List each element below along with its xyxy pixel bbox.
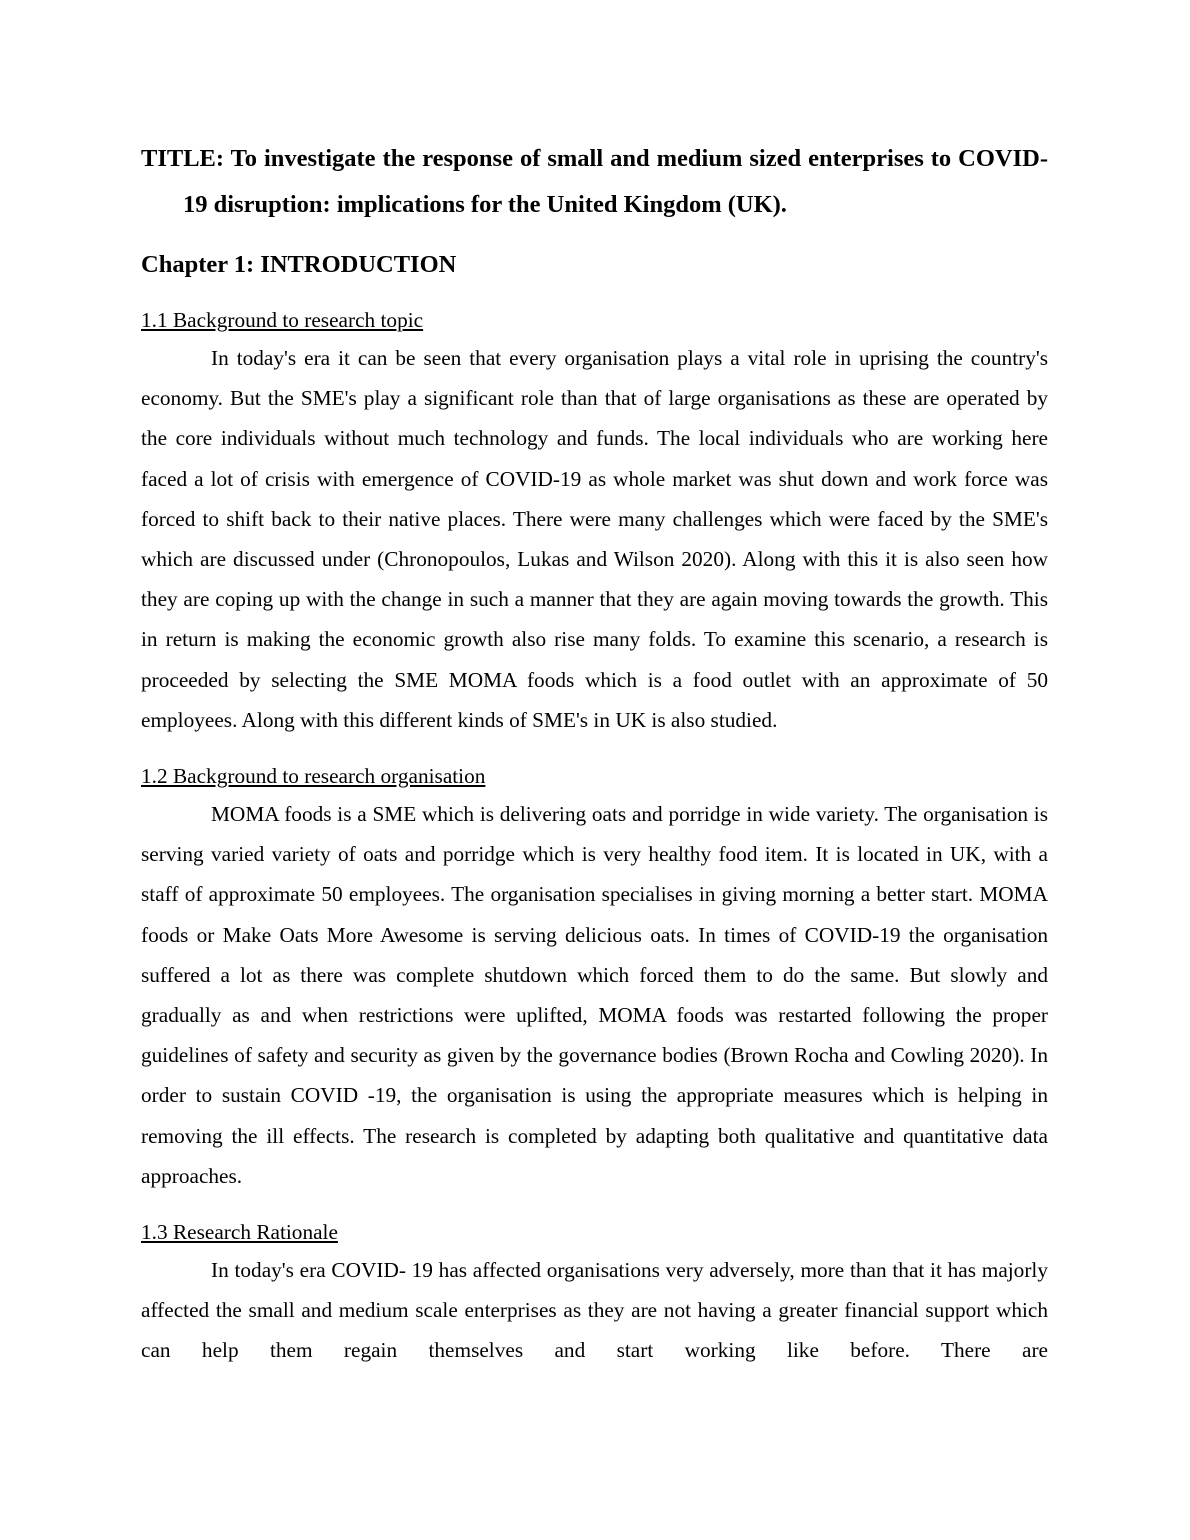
chapter-heading: Chapter 1: INTRODUCTION (141, 251, 457, 278)
section-heading: 1.2 Background to research organisation (141, 764, 486, 789)
section-paragraph: In today's era COVID- 19 has affected organisations very adversely, more than that it has majorly affected the small and medium scale enterprises as they are not having a greater financial support which can help them regain themselves and start working like before. There are (141, 1258, 1048, 1363)
section-research-rationale (141, 1218, 1048, 1371)
section-background-research-organisation (141, 762, 1048, 1196)
section-background-research-topic (141, 306, 1048, 740)
section-paragraph: In today's era it can be seen that every organisation plays a vital role in uprising the country's economy. But the SME's play a significant role than that of large organisations as these are operated by the core individuals without much technology and funds. The local individuals who are working here faced a lot of crisis with emergence of COVID-19 as whole market was shut down and work force was forced to shift back to their native places. There were many challenges which were faced by the SME's which are discussed under (Chronopoulos, Lukas and Wilson 2020). Along with this it is also seen how they are coping up with the change in such a manner that they are again moving towards the growth. This in return is making the economic growth also rise many folds. To examine this scenario, a research is proceeded by selecting the SME MOMA foods which is a food outlet with an approximate of 50 employees. Along with this different kinds of SME's in UK is also studied. (141, 346, 1048, 732)
document-title: TITLE: To investigate the response of small and medium sized enterprises to COVID-19 disruption: implications for the United Kingdom (UK). (141, 145, 1048, 218)
document-page (141, 136, 1048, 1371)
section-paragraph: MOMA foods is a SME which is delivering oats and porridge in wide variety. The organisation is serving varied variety of oats and porridge which is very healthy food item. It is located in UK, with a staff of approximate 50 employees. The organisation specialises in giving morning a better start. MOMA foods or Make Oats More Awesome is serving delicious oats. In times of COVID-19 the organisation suffered a lot as there was complete shutdown which forced them to do the same. But slowly and gradually as and when restrictions were uplifted, MOMA foods was restarted following the proper guidelines of safety and security as given by the governance bodies (Brown Rocha and Cowling 2020). In order to sustain COVID -19, the organisation is using the appropriate measures which is helping in removing the ill effects. The research is completed by adapting both qualitative and quantitative data approaches. (141, 802, 1048, 1188)
section-heading: 1.3 Research Rationale (141, 1220, 338, 1245)
section-heading: 1.1 Background to research topic (141, 308, 424, 332)
